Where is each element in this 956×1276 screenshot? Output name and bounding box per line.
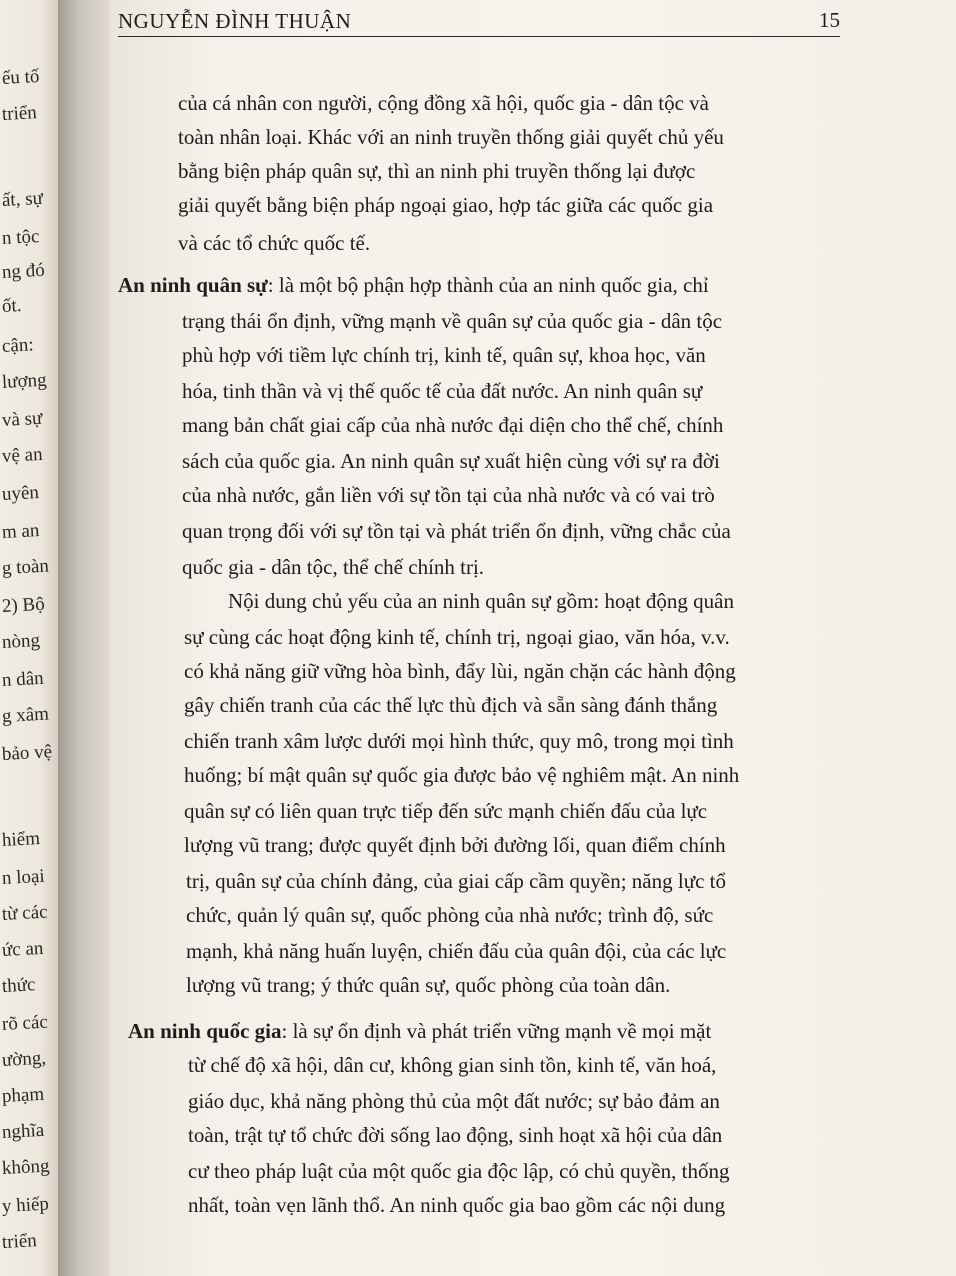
- left-page-fragment: n tộc: [1, 226, 40, 249]
- body-line: phù hợp với tiềm lực chính trị, kinh tế, quân sự, khoa học, văn: [182, 343, 706, 367]
- left-page-fragment: nòng: [1, 630, 41, 653]
- body-line: quốc gia - dân tộc, thể chế chính trị.: [182, 555, 485, 579]
- page-number: 15: [819, 8, 840, 32]
- body-line: Nội dung chủ yếu của an ninh quân sự gồm: hoạt động quân: [228, 589, 734, 613]
- body-line: lượng vũ trang; được quyết định bởi đường lối, quan điểm chính: [184, 833, 726, 857]
- body-line: từ chế độ xã hội, dân cư, không gian sinh tồn, kinh tế, văn hoá,: [188, 1053, 717, 1077]
- body-line: của cá nhân con người, cộng đồng xã hội, quốc gia - dân tộc và: [178, 91, 709, 115]
- running-header: [118, 6, 840, 37]
- left-page-fragment: nghĩa: [1, 1119, 45, 1143]
- body-line: toàn, trật tự tổ chức đời sống lao động, sinh hoạt xã hội của dân: [188, 1123, 723, 1147]
- left-page-fragment: uyên: [1, 482, 40, 505]
- left-page-fragment: phạm: [1, 1083, 45, 1107]
- body-line: cư theo pháp luật của một quốc gia độc lập, có chủ quyền, thống: [188, 1159, 730, 1183]
- body-line: mạnh, khả năng huấn luyện, chiến đấu của quân đội, của các lực: [186, 939, 727, 963]
- adjacent-left-page: [0, 0, 58, 1276]
- left-page-fragment: bảo vệ: [1, 741, 53, 765]
- left-page-fragment: ếu tố: [1, 66, 40, 89]
- body-line: và các tổ chức quốc tế.: [178, 231, 371, 255]
- left-page-fragment: g toàn: [1, 555, 50, 579]
- left-page-fragment: triển: [1, 1230, 38, 1253]
- book-gutter: [58, 0, 118, 1276]
- left-page-fragment: rõ các: [1, 1011, 49, 1035]
- left-page-fragment: ốt.: [1, 294, 23, 317]
- left-page-fragment: và sự: [1, 407, 43, 431]
- left-page-fragment: n dân: [1, 667, 45, 691]
- body-line: quân sự có liên quan trực tiếp đến sức mạnh chiến đấu của lực: [184, 799, 708, 823]
- left-page-fragment: vệ an: [1, 443, 44, 467]
- left-page-fragment: g xâm: [1, 703, 50, 727]
- author-name: NGUYỄN ĐÌNH THUẬN: [118, 9, 352, 33]
- body-line: gây chiến tranh của các thế lực thù địch và sẵn sàng đánh thắng: [184, 693, 718, 717]
- entry-term: An ninh quân sự: [118, 273, 268, 297]
- body-line: huống; bí mật quân sự quốc gia được bảo vệ nghiêm mật. An ninh: [184, 763, 740, 787]
- body-line: trị, quân sự của chính đảng, của giai cấp cầm quyền; năng lực tổ: [186, 869, 727, 893]
- body-line: bằng biện pháp quân sự, thì an ninh phi truyền thống lại được: [178, 159, 696, 183]
- left-page-fragment: hiểm: [1, 828, 41, 851]
- body-line: lượng vũ trang; ý thức quân sự, quốc phòng của toàn dân.: [186, 973, 671, 997]
- left-page-fragment: thức: [1, 974, 36, 997]
- body-line: có khả năng giữ vững hòa bình, đẩy lùi, ngăn chặn các hành động: [184, 659, 736, 683]
- left-page-fragment: y hiếp: [1, 1193, 50, 1217]
- left-page-fragment: cận:: [1, 334, 35, 357]
- left-page-fragment: không: [1, 1155, 50, 1179]
- entry-term: An ninh quốc gia: [128, 1019, 282, 1043]
- left-page-fragment: ng đó: [1, 259, 46, 283]
- body-line: chức, quản lý quân sự, quốc phòng của nhà nước; trình độ, sức: [186, 903, 714, 927]
- left-page-fragment: n loại: [1, 865, 46, 889]
- body-line: của nhà nước, gắn liền với sự tồn tại của nhà nước và có vai trò: [182, 483, 715, 507]
- glossary-entry-national: [128, 1018, 711, 1044]
- body-line: sự cùng các hoạt động kinh tế, chính trị, ngoại giao, văn hóa, v.v.: [184, 625, 730, 649]
- left-page-fragment: triển: [1, 102, 38, 125]
- left-page-fragment: ức an: [1, 937, 44, 961]
- body-line: sách của quốc gia. An ninh quân sự xuất hiện cùng với sự ra đời: [182, 449, 720, 473]
- body-line: trạng thái ổn định, vững mạnh về quân sự của quốc gia - dân tộc: [182, 309, 723, 333]
- entry-definition-start: : là sự ổn định và phát triển vững mạnh về mọi mặt: [281, 1019, 712, 1043]
- body-line: mang bản chất giai cấp của nhà nước đại diện cho thể chế, chính: [182, 413, 724, 437]
- left-page-fragment: ường,: [1, 1047, 47, 1071]
- entry-definition-start: : là một bộ phận hợp thành của an ninh quốc gia, chỉ: [267, 273, 709, 297]
- body-line: giải quyết bằng biện pháp ngoại giao, hợp tác giữa các quốc gia: [178, 193, 714, 217]
- body-line: hóa, tinh thần và vị thế quốc tế của đất nước. An ninh quân sự: [182, 379, 703, 403]
- left-page-fragment: lượng: [1, 369, 48, 393]
- left-page-fragment: m an: [1, 520, 40, 543]
- body-line: giáo dục, khả năng phòng thủ của một đất nước; sự bảo đảm an: [188, 1089, 720, 1113]
- body-line: chiến tranh xâm lược dưới mọi hình thức, quy mô, trong mọi tình: [184, 729, 734, 753]
- left-page-fragment: 2) Bộ: [1, 593, 46, 617]
- body-line: toàn nhân loại. Khác với an ninh truyền thống giải quyết chủ yếu: [178, 125, 724, 149]
- left-page-fragment: từ các: [1, 901, 49, 925]
- left-page-fragment: ất, sự: [1, 187, 44, 211]
- body-line: quan trọng đối với sự tồn tại và phát triển ổn định, vững chắc của: [182, 519, 731, 543]
- body-line: nhất, toàn vẹn lãnh thổ. An ninh quốc gia bao gồm các nội dung: [188, 1193, 726, 1217]
- glossary-entry-military: [118, 272, 709, 298]
